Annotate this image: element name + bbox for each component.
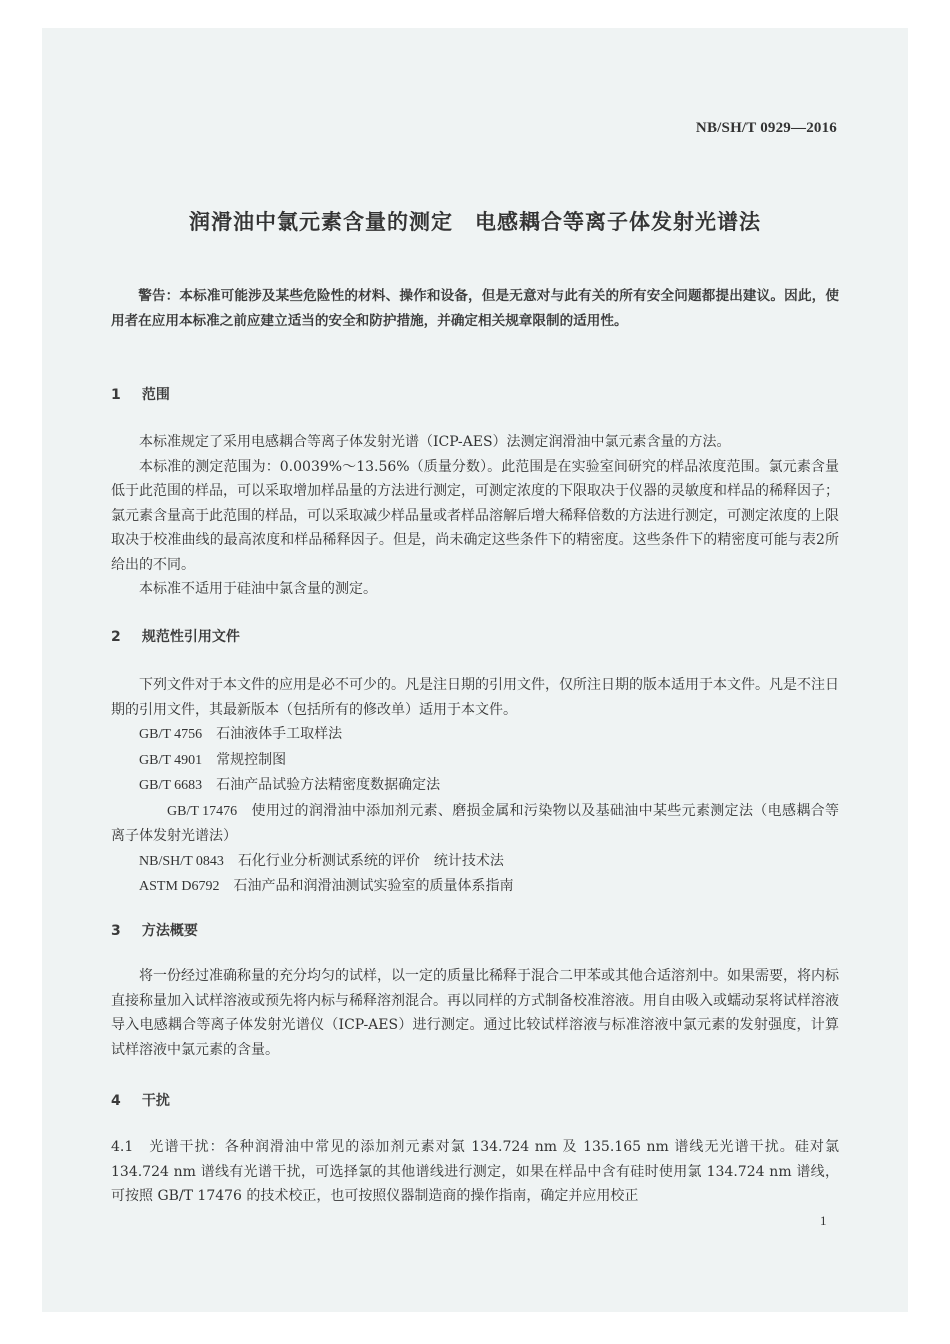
reference-code: GB/T 17476 [167,803,238,819]
standard-code: NB/SH/T 0929—2016 [695,120,837,136]
reference-title: 石油产品和润滑油测试实验室的质量体系指南 [233,878,514,894]
reference-item [111,748,839,774]
reference-item [111,799,839,849]
clause-4-1: 4.1 光谱干扰：各种润滑油中常见的添加剂元素对氯 134.724 nm 及 135.165 nm 谱线无光谱干扰。硅对氯 134.724 nm 谱线有光谱干扰，可选择氯的其他谱线进行测定，如果在样品中含有硅时使用氯 134.724 nm 谱线，可按照 GB/T 17476 的技术校正，也可按照仪器制造商的操作指南，确定并应用校正 [111,1139,839,1204]
reference-title: 石化行业分析测试系统的评价 统计技术法 [237,852,504,869]
reference-code: ASTM D6792 [139,879,220,894]
reference-item [111,773,839,799]
reference-item [111,874,839,900]
section-title: 干扰 [141,1093,170,1109]
section-3-heading [111,920,198,940]
section-number: 3 [111,923,121,939]
reference-code: NB/SH/T 0843 [139,853,224,869]
reference-code: GB/T 4901 [139,752,203,768]
page-number: 1 [820,1213,827,1228]
section-number: 1 [111,387,121,403]
reference-title: 石油产品试验方法精密度数据确定法 [216,777,441,793]
paragraph: 本标准规定了采用电感耦合等离子体发射光谱（ICP-AES）法测定润滑油中氯元素含量的方法。 [139,434,731,450]
reference-item [111,722,839,748]
reference-title: 常规控制图 [216,751,287,768]
paragraph: 下列文件对于本文件的应用是必不可少的。凡是注日期的引用文件，仅所注日期的版本适用于本文件。凡是不注日期的引用文件，其最新版本（包括所有的修改单）适用于本文件。 [111,677,839,718]
paragraph: 本标准不适用于硅油中氯含量的测定。 [139,581,377,597]
warning-text: 警告：本标准可能涉及某些危险性的材料、操作和设备，但是无意对与此有关的所有安全问题都提出建议。因此，使用者在应用本标准之前应建立适当的安全和防护措施，并确定相关规章限制的适用性。 [111,288,839,329]
section-title: 规范性引用文件 [141,629,240,645]
section-3-body [111,964,839,1062]
section-number: 4 [111,1093,121,1109]
paragraph: 本标准的测定范围为：0.0039%～13.56%（质量分数）。此范围是在实验室间研究的样品浓度范围。氯元素含量低于此范围的样品，可以采取增加样品量的方法进行测定，可测定浓度的下限取决于仪器的灵敏度和样品的稀释因子；氯元素含量高于此范围的样品，可以采取减少样品量或者样品溶解后增大稀释倍数的方法进行测定，可测定浓度的上限取决于校准曲线的最高浓度和样品稀释因子。但是，尚未确定这些条件下的精密度。这些条件下的精密度可能与表2所给出的不同。 [111,458,839,573]
section-number: 2 [111,629,121,645]
reference-code: GB/T 4756 [139,727,203,742]
paragraph: 将一份经过准确称量的充分均匀的试样，以一定的质量比稀释于混合二甲苯或其他合适溶剂中。如果需要，将内标直接称量加入试样溶液或预先将内标与稀释溶剂混合。再以同样的方式制备校准溶液。用自由吸入或蠕动泵将试样溶液导入电感耦合等离子体发射光谱仪（ICP-AES）进行测定。通过比较试样溶液与标准溶液中氯元素的发射强度，计算试样溶液中氯元素的含量。 [111,968,839,1058]
reference-code: GB/T 6683 [139,778,203,793]
section-title: 范围 [141,387,170,403]
warning-notice [111,284,839,334]
section-2-body [111,673,839,900]
reference-title: 石油液体手工取样法 [216,726,343,742]
reference-title: 使用过的润滑油中添加剂元素、磨损金属和污染物以及基础油中某些元素测定法（电感耦合等离子体发射光谱法） [111,802,839,844]
reference-item [111,849,839,875]
section-4-heading [111,1090,170,1110]
section-1-body [111,430,839,602]
section-4-body [111,1135,839,1209]
section-1-heading [111,384,170,404]
section-title: 方法概要 [141,923,198,939]
section-2-heading [111,626,240,646]
document-title: 润滑油中氯元素含量的测定 电感耦合等离子体发射光谱法 [189,210,761,234]
